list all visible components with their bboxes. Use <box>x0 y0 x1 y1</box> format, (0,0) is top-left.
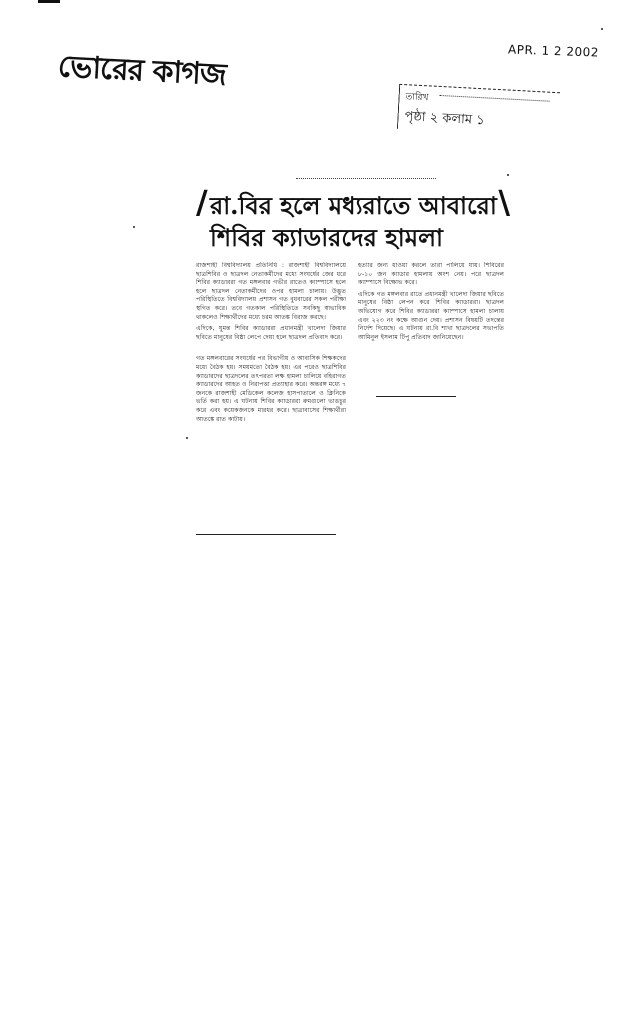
reference-stamp-line2: পৃষ্ঠা ২ কলাম ১ <box>404 109 485 129</box>
date-stamp: APR. 1 2 2002 <box>507 42 600 60</box>
scan-speck <box>133 226 135 228</box>
reference-stamp-line1: তারিখ <box>405 92 429 104</box>
article-column-right <box>358 262 504 345</box>
headline-bracket-left: / <box>196 183 208 221</box>
article-paragraph: রাজশাহী বিশ্ববিদ্যালয় প্রতিনিধি : রাজশাহী বিশ্ববিদ্যালয়ে ছাত্রশিবির ও ছাত্রদল নেতাকর্মীদের মধ্যে সংঘর্ষের জের ধরে শিবির ক্যাডাররা গত মঙ্গলবার গভীর রাতেও ক্যাম্পাসে হলে হলে ছাত্রদল নেতাকর্মীদের ওপর হামলা চালায়। উদ্ভূত পরিস্থিতিতে বিশ্ববিদ্যালয় প্রশাসন গত বুধবারের সকল পরীক্ষা স্থগিত করে। তবে গতকাল পরিস্থিতিতে সবকিছু স্বাভাবিক থাকলেও শিক্ষার্থীদের মধ্যে চরম আতঙ্ক বিরাজ করছে। <box>196 262 346 321</box>
headline-line-1: রা.বির হলে মধ্যরাতে আবারো <box>210 191 497 220</box>
reference-stamp-dotted-line <box>440 95 550 102</box>
clipping-top-line <box>296 178 436 183</box>
article-paragraph: হত্যার জন্য ধাওয়া করলে তারা পালিয়ে যায়। শিবিরের ৮-১০ জন ক্যাডার হামলায় অংশ নেয়। পরে ছাত্রদল ক্যাম্পাসে বিক্ষোভ করে। <box>358 262 504 287</box>
scan-speck <box>186 437 188 439</box>
article-column-left <box>196 262 346 427</box>
scan-speck <box>601 28 603 30</box>
scan-corner-mark <box>38 0 60 3</box>
article-paragraph: এদিকে, ঘুমন্ত শিবির ক্যাডাররা প্রধানমন্ত্রী খালেদা জিয়ার ছবিতে মানুষের বিষ্ঠা লেপে দেয়া হলে ছাত্রদল প্রতিবাদ করে। <box>196 325 346 341</box>
news-clipping <box>196 178 508 546</box>
scan-speck <box>507 174 509 176</box>
headline-bracket-right: \ <box>498 183 510 221</box>
newspaper-masthead: ভোরের কাগজ <box>57 49 227 93</box>
column-end-rule <box>196 534 336 535</box>
reference-stamp <box>397 84 560 137</box>
article-paragraph: এদিকে গত মঙ্গলবার রাতে প্রধানমন্ত্রী খালেদা জিয়ার ছবিতে মানুষের বিষ্ঠা লেপন করে শিবির ক্যাডাররা। ছাত্রদল অভিযোগ করে শিবির ক্যাডাররা ক্যাম্পাসে হামলা চালায় এবং ২২৩ নং কক্ষে আগুন দেয়। প্রশাসন বিষয়টি তদন্তের নির্দেশ দিয়েছে। এ ঘটনায় রা.বি শাখা ছাত্রদলের সভাপতি আমিনুল ইসলাম টিপু প্রতিবাদ জানিয়েছেন। <box>358 290 504 341</box>
column-end-rule <box>376 396 456 397</box>
headline-line-2: শিবির ক্যাডারদের হামলা <box>210 223 443 252</box>
article-paragraph: গত মঙ্গলবারের সংঘর্ষের পর বিভাগীয় ও আবাসিক শিক্ষকদের মধ্যে বৈঠক হয়। সময়মতো বৈঠক হয়। এর পরেও ছাত্রশিবির ক্যাডারদের ছাত্রদলের তৎপরতা লক্ষ হামলা চালিয়ে বহিরাগত ক্যাডারদের আহত ও নিরাপত্তা প্রত্যাহার করে। অন্তরঙ্গ মধ্যে ৭ জনকে রাজশাহী মেডিকেল কলেজ হাসপাতালে ও ক্লিনিকে ভর্তি করা হয়। এ ঘটনায় শিবির ক্যাডাররা রুমগুলো ভাঙচুর করে এবং কয়েকজনকে মারধর করে। ছাত্রাবাসের শিক্ষার্থীরা আতঙ্কে রাত কাটায়। <box>196 355 346 423</box>
